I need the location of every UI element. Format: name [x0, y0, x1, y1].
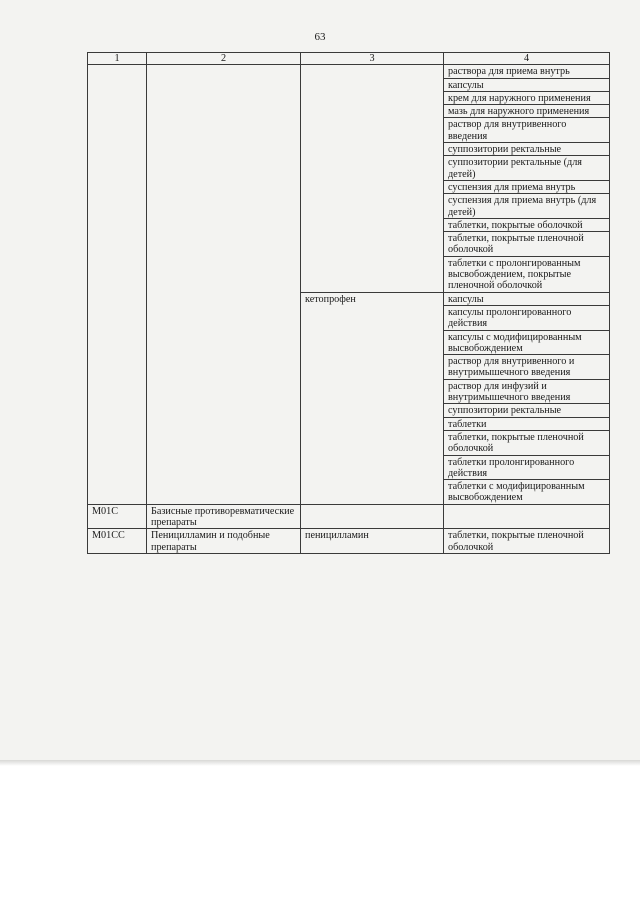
- drug-name-ketoprofen: кетопрофен: [301, 292, 444, 504]
- dosage-form-cell: таблетки, покрытые пленочной оболочкой: [444, 232, 610, 257]
- header-row: [88, 53, 610, 65]
- dosage-form-cell: таблетки: [444, 417, 610, 430]
- dosage-form-cell: мазь для наружного применения: [444, 105, 610, 118]
- dosage-form-cell: раствор для инфузий и внутримышечного введения: [444, 379, 610, 404]
- column-header-1: 1: [88, 53, 147, 65]
- dosage-form-cell: суспензия для приема внутрь: [444, 180, 610, 193]
- atc-code-cell: M01C: [88, 504, 147, 529]
- dosage-form-cell: капсулы с модифицированным высвобождением: [444, 330, 610, 355]
- dosage-form-cell: капсулы пролонгированного действия: [444, 305, 610, 330]
- dosage-form-cell: таблетки, покрытые пленочной оболочкой: [444, 529, 610, 554]
- drug-name-cell: пеницилламин: [301, 529, 444, 554]
- dosage-form-cell: таблетки, покрытые пленочной оболочкой: [444, 430, 610, 455]
- dosage-form-cell: таблетки, покрытые оболочкой: [444, 218, 610, 231]
- dosage-form-cell: суппозитории ректальные (для детей): [444, 156, 610, 181]
- group-name-cell: Пеницилламин и подобные препараты: [147, 529, 301, 554]
- group-name-cell: Базисные противоревматические препараты: [147, 504, 301, 529]
- drug-cell-empty: [301, 504, 444, 529]
- atc-code-cell: M01CC: [88, 529, 147, 554]
- table-row: [88, 65, 610, 78]
- dosage-form-cell: суппозитории ректальные: [444, 143, 610, 156]
- table-row: [88, 504, 610, 529]
- dosage-form-cell: раствора для приема внутрь: [444, 65, 610, 78]
- dosage-form-cell: крем для наружного применения: [444, 91, 610, 104]
- column-header-2: 2: [147, 53, 301, 65]
- dosage-form-cell: раствор для внутривенного введения: [444, 118, 610, 143]
- group-cell-empty: [147, 65, 301, 504]
- page-edge-shadow: [0, 760, 640, 766]
- dosage-form-cell-empty: [444, 504, 610, 529]
- medication-table: [87, 52, 610, 554]
- code-cell-empty: [88, 65, 147, 504]
- dosage-form-cell: суспензия для приема внутрь (для детей): [444, 194, 610, 219]
- dosage-form-cell: капсулы: [444, 78, 610, 91]
- table-row: [88, 529, 610, 554]
- dosage-form-cell: суппозитории ректальные: [444, 404, 610, 417]
- dosage-form-cell: раствор для внутривенного и внутримышечного введения: [444, 355, 610, 380]
- column-header-4: 4: [444, 53, 610, 65]
- page-number: 63: [314, 31, 326, 43]
- dosage-form-cell: таблетки пролонгированного действия: [444, 455, 610, 480]
- dosage-form-cell: таблетки с модифицированным высвобождением: [444, 480, 610, 505]
- dosage-form-cell: капсулы: [444, 292, 610, 305]
- column-header-3: 3: [301, 53, 444, 65]
- dosage-form-cell: таблетки с пролонгированным высвобождением, покрытые пленочной оболочкой: [444, 256, 610, 292]
- drug-cell-empty: [301, 65, 444, 292]
